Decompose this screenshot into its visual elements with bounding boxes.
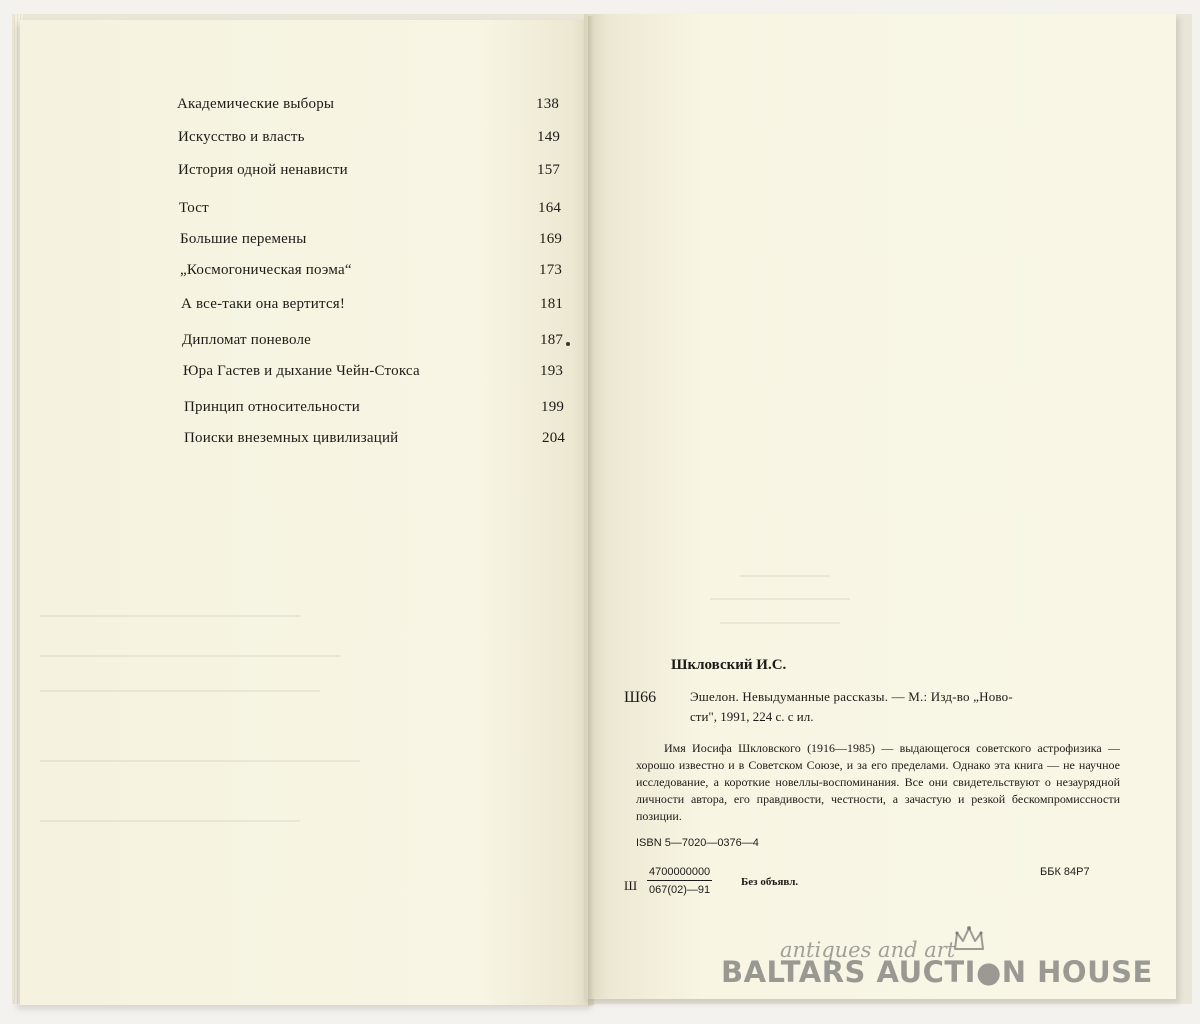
catalog-author: Шкловский И.С.: [671, 657, 787, 673]
toc-entry-title: История одной ненависти: [178, 162, 348, 178]
toc-entry-page: 173: [539, 262, 563, 278]
catalog-code: Ш66: [624, 689, 657, 706]
catalog-bbk: ББК 84Р7: [1040, 866, 1090, 878]
catalog-annotation: Имя Иосифа Шкловского (1916—1985) — выдающегося советского астрофизика — хорошо известно и в Советском Союзе, и за его пределами. Однако эта книга — не научное исследование, а короткие новеллы-воспоминания. Все они свидетельствуют о незаурядной личности автора, его правдивости, честности, а зачастую и резкой бескомпромиссности позиции.: [636, 741, 1120, 823]
toc-entry-title: Поиски внеземных цивилизаций: [184, 430, 399, 446]
catalog-isbn: ISBN 5—7020—0376—4: [636, 837, 759, 849]
toc-entry-title: Тост: [179, 200, 209, 216]
crown-icon: [952, 925, 986, 953]
catalog-description-line1: Эшелон. Невыдуманные рассказы. — М.: Изд-во „Ново-: [690, 689, 1013, 704]
toc-entry-page: 193: [540, 363, 564, 379]
fraction-denominator: 067(02)—91: [649, 884, 711, 896]
toc-entry-title: Академические выборы: [177, 96, 335, 112]
toc-entry-page: 181: [540, 296, 564, 312]
catalog-description-line2: сти", 1991, 224 с. с ил.: [690, 709, 814, 724]
toc-entry-page: 164: [538, 200, 562, 216]
toc-entry-page: 169: [539, 231, 563, 247]
catalog-free-label: Без объявл.: [741, 876, 799, 888]
watermark-tagline: antiques and art: [780, 938, 956, 962]
ink-dot: [566, 342, 570, 346]
toc-entry-page: 199: [541, 399, 565, 415]
toc-entry-title: А все-таки она вертится!: [181, 296, 346, 312]
catalog-sh-letter: Ш: [624, 878, 638, 893]
toc-entry-page: 149: [537, 129, 561, 145]
catalog-fraction: [647, 866, 712, 896]
toc-entry-title: Искусство и власть: [178, 129, 305, 145]
toc-entry-title: Юра Гастев и дыхание Чейн-Стокса: [183, 363, 420, 379]
toc-entry-page: 204: [542, 430, 566, 446]
toc-entry-title: Большие перемены: [180, 231, 307, 247]
toc-entry-title: „Космогоническая поэма“: [180, 262, 352, 278]
toc-entry-title: Дипломат поневоле: [182, 332, 311, 348]
toc-entry-page: 157: [537, 162, 561, 178]
fraction-numerator: 4700000000: [647, 866, 712, 881]
toc-entry-page: 138: [536, 96, 560, 112]
toc-entry-page: 187: [540, 332, 564, 348]
watermark-name: BALTARS AUCTI●N HOUSE: [721, 955, 1153, 989]
toc-entry-title: Принцип относительности: [184, 399, 360, 415]
